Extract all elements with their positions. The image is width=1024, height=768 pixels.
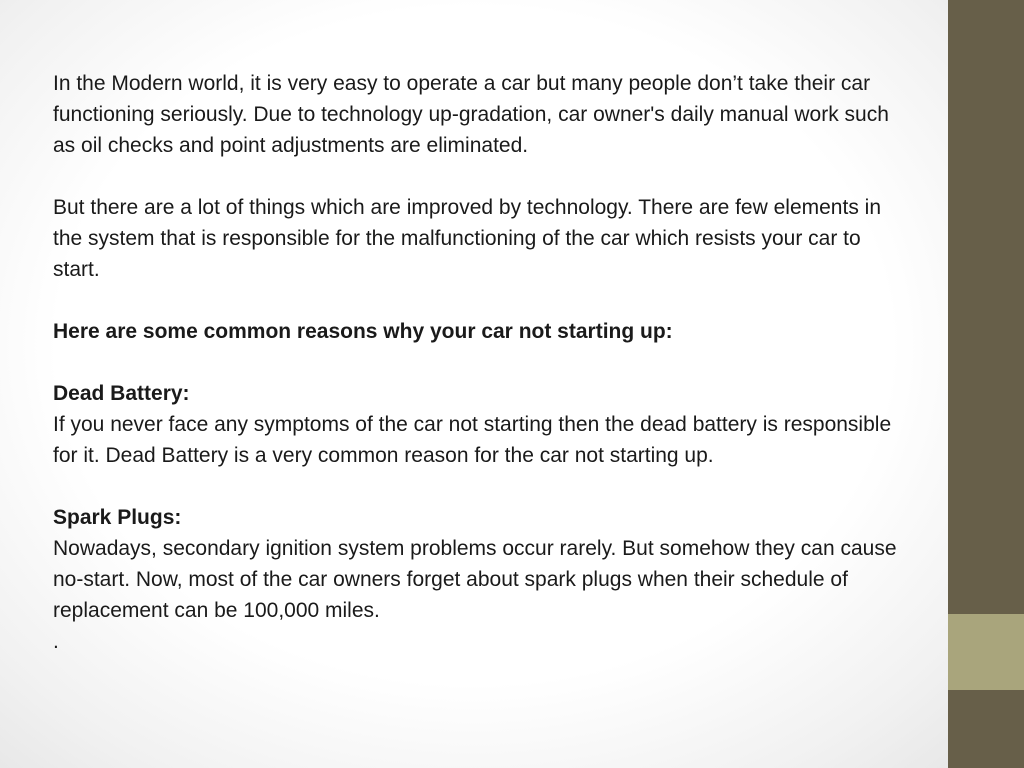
spacer [53, 285, 913, 316]
dead-battery-body: If you never face any symptoms of the car not starting then the dead battery is responsible for it. Dead Battery is a very common reason for the car not starting up. [53, 413, 892, 467]
spacer [53, 347, 913, 378]
spark-plugs-body: Nowadays, secondary ignition system problems occur rarely. But somehow they can cause no-start. Now, most of the car owners forget about spark plugs when their schedule of replacement can be 100,000 miles. [53, 537, 897, 622]
sidebar-accent-band [948, 614, 1024, 690]
intro-paragraph: In the Modern world, it is very easy to operate a car but many people don’t take their car functioning seriously. Due to technology up-gradation, car owner's daily manual work such as oil checks and point adjustments are eliminated. [53, 72, 889, 157]
spark-plugs-heading: Spark Plugs: [53, 506, 182, 529]
trailing-dot: . [53, 630, 59, 653]
spacer [53, 161, 913, 192]
reasons-heading: Here are some common reasons why your car not starting up: [53, 320, 673, 343]
slide-text-body [53, 68, 913, 657]
decorative-sidebar [948, 0, 1024, 768]
dead-battery-heading: Dead Battery: [53, 382, 190, 405]
spacer [53, 471, 913, 502]
technology-paragraph: But there are a lot of things which are improved by technology. There are few elements in the system that is responsible for the malfunctioning of the car which resists your car to start. [53, 196, 882, 281]
